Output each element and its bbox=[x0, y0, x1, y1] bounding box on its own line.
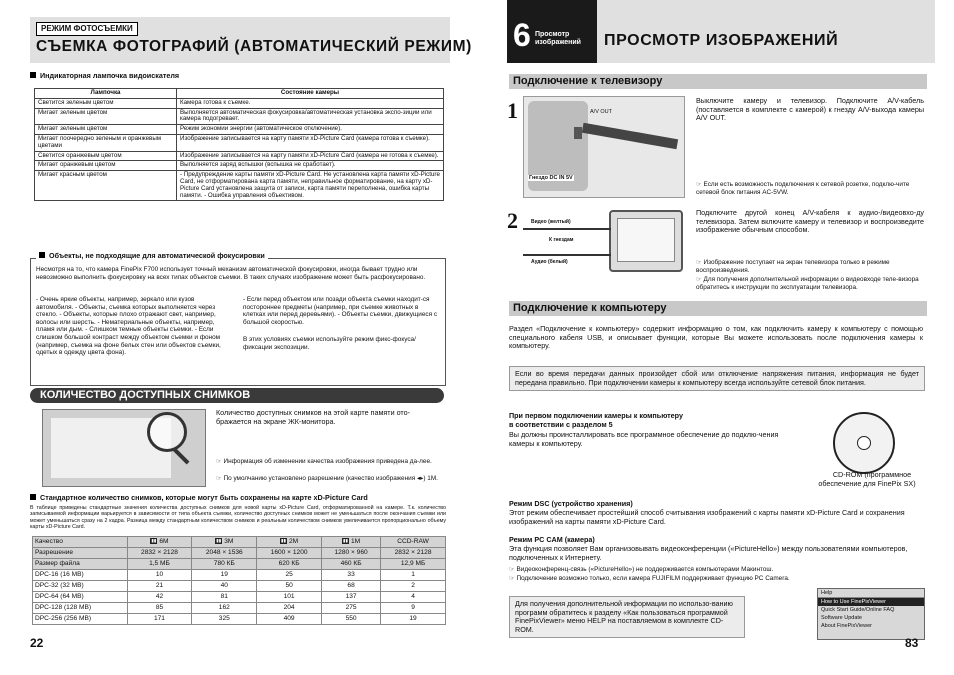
table-cell: - Предупреждение карты памяти xD-Picture Card. Не установлена карта памяти xD-Picture Card, не отформатирована карта памяти, неправильное форматирование, на карту xD-Picture Card установлена защита от записи, карта памяти переполнена, ошибка карты памяти. - Ошибка управления объективом. bbox=[177, 171, 444, 201]
table-cell: DPC-128 (128 MB) bbox=[33, 603, 128, 614]
note-icon: ☞ bbox=[696, 181, 704, 188]
help-menu-screenshot bbox=[817, 588, 925, 640]
table-row bbox=[33, 559, 446, 570]
menu-item: How to Use FinePixViewer bbox=[818, 598, 924, 606]
cd-caption-1: CD-ROM (программное bbox=[832, 470, 912, 479]
focus-list-right: - Если перед объектом или позади объекта съемки находит-ся постороннее предметы (например, при съемке животных в клетках или перед деревьями). - Объекты съемки, движущиеся с большой скоростью. bbox=[243, 296, 438, 326]
menu-title: Help bbox=[818, 589, 924, 598]
tv-illustration bbox=[609, 210, 683, 272]
cd-hole bbox=[857, 436, 871, 450]
table-cell: 12,9 МБ bbox=[381, 559, 446, 570]
focus-box-title: Объекты, не подходящие для автоматической фокусировки bbox=[36, 252, 268, 261]
table-cell: 550 bbox=[322, 614, 381, 625]
table-cell: Режим экономии энергии (автоматическое отключение). bbox=[177, 125, 444, 135]
table-row bbox=[35, 108, 444, 125]
first-connect-heading-1: При первом подключении камеры к компьютеру bbox=[509, 411, 683, 420]
focus-list-left: - Очень яркие объекты, например, зеркало или кузов автомобиля. - Объекты, съемка которых выполняется через стекло. - Объекты, которые плохо отражают свет, например, волосы или шерсть. - Нематериальные объекты, например, пламя или дым. - Слишком темные объекты съемки. - Если слишком большой контраст между объектом съемки и фоном (например, съемка на фоне белых стен или объектов съемки, одетых в одежду цвета фона). bbox=[36, 296, 221, 357]
table-cell: 9 bbox=[381, 603, 446, 614]
pc-section-heading: Подключение к компьютеру bbox=[509, 301, 927, 316]
table-cell: 33 bbox=[322, 570, 381, 581]
table-header: Состояние камеры bbox=[177, 89, 444, 99]
table-cell: 1 bbox=[381, 570, 446, 581]
audio-cable bbox=[523, 254, 611, 256]
quality-icon: ▮▮ bbox=[281, 538, 286, 543]
table-cell: 40 bbox=[192, 581, 257, 592]
pccam-text: Эта функция позволяет Вам организовывать видеоконференции («PictureHello») между пользователями компьютеров, подключенных к Интернету. bbox=[509, 544, 908, 562]
first-connect-text: Вы должны проинсталлировать все программное обеспечение до подклю-чения камеры к компьютеру. bbox=[509, 430, 779, 448]
table-cell: 171 bbox=[127, 614, 192, 625]
step-1-number: 1 bbox=[507, 98, 518, 123]
table-cell: 19 bbox=[192, 570, 257, 581]
note-icon: ☞ bbox=[509, 566, 517, 573]
table-row bbox=[33, 603, 446, 614]
table-row bbox=[35, 125, 444, 135]
table-cell: Мигает красным цветом bbox=[35, 171, 177, 201]
camera-av-illustration bbox=[523, 96, 685, 198]
table-cell: 1600 × 1200 bbox=[257, 548, 322, 559]
table-cell: Изображение записывается на карту памяти xD-Picture Card (камера не готова к съемке). bbox=[177, 151, 444, 161]
table-cell: 137 bbox=[322, 592, 381, 603]
step-2-note-2: ☞ Для получения дополнительной информации о видеовходе теле-визора обратитесь к инструкции по эксплуатации телевизора. bbox=[696, 276, 919, 291]
menu-item: Quick Start Guide/Online FAQ bbox=[821, 607, 895, 613]
count-text: Количество доступных снимков на этой карте памяти ото-бражается на экране ЖК-монитора. bbox=[216, 408, 411, 426]
menu-item: Software Update bbox=[821, 615, 862, 621]
av-port-icon bbox=[574, 127, 582, 139]
right-page-number: 83 bbox=[905, 636, 919, 650]
table-cell: 2832 × 2128 bbox=[381, 548, 446, 559]
table-cell: ▮▮ 6M bbox=[127, 537, 192, 548]
table-cell: 325 bbox=[192, 614, 257, 625]
table-cell: 409 bbox=[257, 614, 322, 625]
table-header: Лампочка bbox=[35, 89, 177, 99]
table-row bbox=[33, 537, 446, 548]
table-row bbox=[33, 548, 446, 559]
tv-jack-label: К гнездам bbox=[549, 237, 574, 243]
table-row bbox=[33, 592, 446, 603]
note-icon: ☞ bbox=[696, 259, 704, 266]
video-cable bbox=[523, 228, 611, 230]
indicator-heading: Индикаторная лампочка видоискателя bbox=[30, 72, 179, 81]
table-cell: ▮▮ 1M bbox=[322, 537, 381, 548]
chapter-label: Просмотр изображений bbox=[535, 31, 581, 46]
left-page-title: СЪЕМКА ФОТОГРАФИЙ (АВТОМАТИЧЕСКИЙ РЕЖИМ) bbox=[36, 38, 472, 55]
table-cell: 42 bbox=[127, 592, 192, 603]
note-icon: ☞ bbox=[216, 475, 224, 482]
magnifier-icon bbox=[147, 412, 187, 452]
dc-in-label: Гнездо DC IN 5V bbox=[529, 175, 573, 181]
table-row bbox=[33, 570, 446, 581]
menu-item: About FinePixViewer bbox=[821, 623, 872, 629]
step-2-number: 2 bbox=[507, 208, 518, 233]
av-cable bbox=[582, 123, 678, 150]
standard-count-text: В таблице приведены стандартные значения количества доступных снимков для новой карты xD-Picture Card, отформатированной на камере. Т.к. количество записываемой информации варьируется в зависимости от типа объекта съемки, количество доступных снимков может не уменьшаться после окончания съемки или может уменьшаться сразу на 2 кадра. Разница между стандартным количеством снимков и реальным количеством снимков увеличивается пропорционально объему карты xD-Picture Card. bbox=[30, 505, 446, 530]
tv-connection-illustration bbox=[523, 206, 683, 286]
table-cell: 780 КБ bbox=[192, 559, 257, 570]
pc-intro: Раздел «Подключение к компьютеру» содержит информацию о том, как подключить камеру к компьютеру с помощью специального кабеля USB, и описывает функции, которые Вы можете использовать после подключения камеры к компьютеру. bbox=[509, 324, 923, 351]
help-info-box: Для получения дополнительной информации по использо-ванию программ обратитесь к разделу «Как пользоваться программой FinePixViewer» меню HELP на поставляемом в комплекте CD-ROM. bbox=[509, 596, 745, 638]
table-cell: 2048 × 1536 bbox=[192, 548, 257, 559]
table-cell: 1280 × 960 bbox=[322, 548, 381, 559]
square-bullet-icon bbox=[30, 494, 36, 500]
table-cell: 68 bbox=[322, 581, 381, 592]
pccam-heading: Режим PC CAM (камера) bbox=[509, 535, 595, 544]
table-row bbox=[33, 614, 446, 625]
table-cell: 85 bbox=[127, 603, 192, 614]
note-icon: ☞ bbox=[696, 276, 704, 283]
table-row bbox=[35, 171, 444, 201]
table-cell: Изображение записывается на карту памяти xD-Picture Card (камера готова к съемке). bbox=[177, 134, 444, 151]
lcd-screen-illustration bbox=[42, 409, 206, 487]
table-cell: DPC-256 (256 MB) bbox=[33, 614, 128, 625]
table-cell: DPC-64 (64 MB) bbox=[33, 592, 128, 603]
table-cell: 620 КБ bbox=[257, 559, 322, 570]
table-cell: 21 bbox=[127, 581, 192, 592]
power-warning-box: Если во время передачи данных произойдет сбой или отключение напряжения питания, информация не будет передана правильно. При подключении камеры к компьютеру всегда используйте сетевой блок питания. bbox=[509, 366, 925, 391]
table-cell: CCD-RAW bbox=[381, 537, 446, 548]
table-cell: 275 bbox=[322, 603, 381, 614]
step-2-text: Подключите другой конец A/V-кабеля к аудио-/видеовхо-ду телевизора. Затем включите камеру и телевизор и воспроизведите изображение обычным способом. bbox=[696, 208, 924, 235]
tv-screen bbox=[617, 218, 675, 262]
left-page-number: 22 bbox=[30, 636, 44, 650]
right-page-title: ПРОСМОТР ИЗОБРАЖЕНИЙ bbox=[604, 32, 839, 49]
count-note-2: ☞ По умолчанию установлено разрешение (качество изображения ◂▸) 1М. bbox=[216, 475, 438, 482]
table-row bbox=[33, 581, 446, 592]
table-cell: Качество bbox=[33, 537, 128, 548]
table-cell: Размер файла bbox=[33, 559, 128, 570]
shots-count-table bbox=[32, 536, 446, 625]
table-cell: Выполняется автоматическая фокусировка/автоматическая установка экспо-зиции или камера подогревает. bbox=[177, 108, 444, 125]
table-cell: DPC-16 (16 MB) bbox=[33, 570, 128, 581]
quality-icon: ▮▮ bbox=[151, 538, 157, 543]
standard-count-heading: Стандартное количество снимков, которые могут быть сохранены на карте xD-Picture Card bbox=[30, 494, 450, 503]
dsc-heading: Режим DSC (устройство хранения) bbox=[509, 499, 633, 508]
table-row bbox=[35, 161, 444, 171]
cd-rom-icon bbox=[833, 412, 895, 474]
table-cell: 19 bbox=[381, 614, 446, 625]
mode-tag: РЕЖИМ ФОТОСЪЕМКИ bbox=[36, 22, 138, 36]
pccam-note-1: ☞ Видеоконференц-связь («PictureHello») не поддерживается компьютерами Макинтош. bbox=[509, 566, 774, 573]
table-row bbox=[35, 134, 444, 151]
table-cell: 81 bbox=[192, 592, 257, 603]
step-1-note: ☞ Если есть возможность подключения к сетевой розетке, подклю-чите сетевой блок питания AC-5VW. bbox=[696, 181, 910, 196]
quality-icon: ▮▮ bbox=[216, 538, 222, 543]
table-cell: Светится зеленым цветом bbox=[35, 98, 177, 108]
table-cell: Камера готова к съемке. bbox=[177, 98, 444, 108]
tv-section-heading: Подключение к телевизору bbox=[509, 74, 927, 89]
table-cell: 10 bbox=[127, 570, 192, 581]
table-cell: ▮▮ 3M bbox=[192, 537, 257, 548]
dsc-text: Этот режим обеспечивает простейший способ считывания изображений с карты памяти xD-Picture Card и сохранения изображений на карты памяти xD-Picture Card. bbox=[509, 508, 905, 526]
first-connect-heading-2: в соответствии с разделом 5 bbox=[509, 420, 613, 429]
table-cell: 1,5 МБ bbox=[127, 559, 192, 570]
table-cell: 162 bbox=[192, 603, 257, 614]
square-bullet-icon bbox=[39, 252, 45, 258]
cd-caption-2: обеспечение для FinePix SX) bbox=[818, 479, 916, 488]
magnifier-handle bbox=[173, 448, 190, 465]
note-icon: ☞ bbox=[509, 575, 517, 582]
step-1-text: Выключите камеру и телевизор. Подключите A/V-кабель (поставляется в комплекте с камерой) к гнезду A/V-выхода камеры A/V OUT. bbox=[696, 96, 924, 123]
table-cell: Разрешение bbox=[33, 548, 128, 559]
table-cell: 4 bbox=[381, 592, 446, 603]
focus-advice: В этих условиях съемки используйте режим фикс-фокуса/фиксации экспозиции. bbox=[243, 336, 416, 351]
table-cell: 101 bbox=[257, 592, 322, 603]
right-page bbox=[477, 0, 954, 675]
quality-icon: ▮▮ bbox=[343, 538, 348, 543]
table-cell: 2 bbox=[381, 581, 446, 592]
square-bullet-icon bbox=[30, 72, 36, 78]
table-cell: ▮▮ 2M bbox=[257, 537, 322, 548]
table-cell: 2832 × 2128 bbox=[127, 548, 192, 559]
table-cell: Мигает зеленым цветом bbox=[35, 125, 177, 135]
table-cell: 50 bbox=[257, 581, 322, 592]
table-row bbox=[35, 98, 444, 108]
table-cell: 25 bbox=[257, 570, 322, 581]
chapter-tab bbox=[507, 0, 597, 63]
step-2-note-1: ☞ Изображение поступает на экран телевизора только в режиме воспроизведения. bbox=[696, 259, 890, 274]
table-cell: Мигает оранжевым цветом bbox=[35, 161, 177, 171]
table-cell: Мигает зеленым цветом bbox=[35, 108, 177, 125]
count-note-1: ☞ Информация об изменении качества изображения приведена да-лее. bbox=[216, 458, 432, 465]
focus-intro: Несмотря на то, что камера FinePix F700 использует точный механизм автоматической фокусировки, иногда бывает трудно или невозможно выполнить фокусировку на всех типах объектов съемки. В таких случаях изображение может быть расфокусировано. bbox=[36, 266, 426, 281]
count-section-title: КОЛИЧЕСТВО ДОСТУПНЫХ СНИМКОВ bbox=[30, 388, 444, 403]
table-cell: 204 bbox=[257, 603, 322, 614]
av-out-label: A/V OUT bbox=[590, 109, 613, 115]
indicator-table bbox=[34, 88, 444, 201]
table-row bbox=[35, 151, 444, 161]
video-label: Видео (желтый) bbox=[531, 219, 571, 225]
table-cell: Выполняется заряд вспышки (вспышка не сработает). bbox=[177, 161, 444, 171]
table-cell: Мигает поочередно зеленым и оранжевым цветами bbox=[35, 134, 177, 151]
pccam-note-2: ☞ Подключение возможно только, если камера FUJIFILM поддерживает функцию PC Camera. bbox=[509, 575, 790, 582]
table-cell: 460 КБ bbox=[322, 559, 381, 570]
table-cell: Светится оранжевым цветом bbox=[35, 151, 177, 161]
chapter-number: 6 bbox=[513, 17, 531, 53]
table-cell: DPC-32 (32 MB) bbox=[33, 581, 128, 592]
note-icon: ☞ bbox=[216, 458, 224, 465]
audio-label: Аудио (белый) bbox=[531, 259, 568, 265]
